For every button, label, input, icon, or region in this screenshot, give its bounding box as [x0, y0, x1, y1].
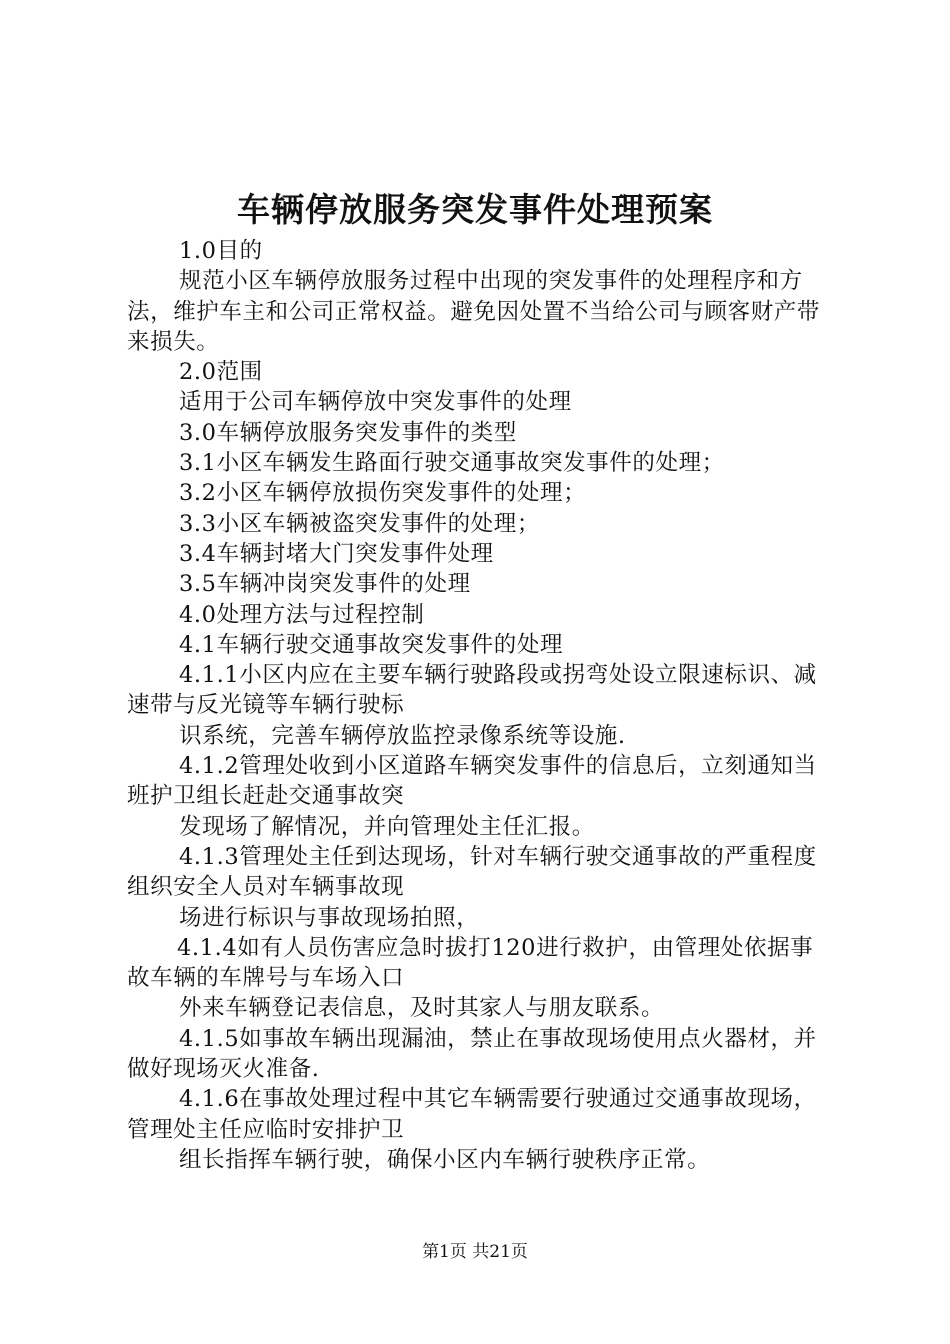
paragraph: 规范小区车辆停放服务过程中出现的突发事件的处理程序和方法，维护车主和公司正常权益。避免因处置不当给公司与顾客财产带来损失。 [127, 268, 821, 355]
document-title: 车辆停放服务突发事件处理预案 [237, 190, 713, 229]
section-heading: 2.0范围 [179, 359, 263, 386]
list-item: 3.2小区车辆停放损伤突发事件的处理； [179, 480, 587, 507]
list-item: 3.4车辆封堵大门突发事件处理 [179, 540, 494, 567]
list-item: 3.3小区车辆被盗突发事件的处理； [179, 510, 540, 537]
paragraph: 4.1.3管理处主任到达现场，针对车辆行驶交通事故的严重程度组织安全人员对车辆事故现 [127, 843, 817, 901]
document-body [127, 236, 831, 1175]
paragraph: 4.1.1小区内应在主要车辆行驶路段或拐弯处设立限速标识、减速带与反光镜等车辆行驶标 [127, 662, 817, 719]
paragraph-continuation: 外来车辆登记表信息，及时其家人与朋友联系。 [179, 995, 665, 1022]
paragraph: 4.1.4如有人员伤害应急时拔打120进行救护，由管理处依据事故车辆的车牌号与车场入口 [127, 934, 814, 992]
list-item: 3.1小区车辆发生路面行驶交通事故突发事件的处理； [179, 450, 725, 477]
list-item: 3.5车辆冲岗突发事件的处理 [179, 571, 471, 598]
section-heading: 1.0目的 [179, 238, 263, 264]
paragraph: 4.1.2管理处收到小区道路车辆突发事件的信息后，立刻通知当班护卫组长赶赴交通事故突 [127, 753, 817, 810]
paragraph: 4.1.6在事故处理过程中其它车辆需要行驶通过交通事故现场，管理处主任应临时安排护卫 [127, 1086, 817, 1143]
paragraph-continuation: 识系统，完善车辆停放监控录像系统等设施. [179, 722, 626, 749]
section-heading: 4.0处理方法与过程控制 [179, 601, 425, 628]
paragraph: 适用于公司车辆停放中突发事件的处理 [179, 389, 572, 416]
paragraph-continuation: 场进行标识与事故现场拍照， [179, 904, 480, 931]
paragraph-continuation: 组长指挥车辆行驶，确保小区内车辆行驶秩序正常。 [179, 1146, 711, 1173]
paragraph-continuation: 发现场了解情况，并向管理处主任汇报。 [179, 813, 595, 840]
paragraph: 4.1.5如事故车辆出现漏油，禁止在事故现场使用点火器材，并做好现场灭火准备. [127, 1025, 817, 1083]
section-heading: 3.0车辆停放服务突发事件的类型 [179, 419, 517, 446]
subsection-heading: 4.1车辆行驶交通事故突发事件的处理 [179, 631, 564, 658]
page-number: 第1页 共21页 [422, 1242, 528, 1262]
